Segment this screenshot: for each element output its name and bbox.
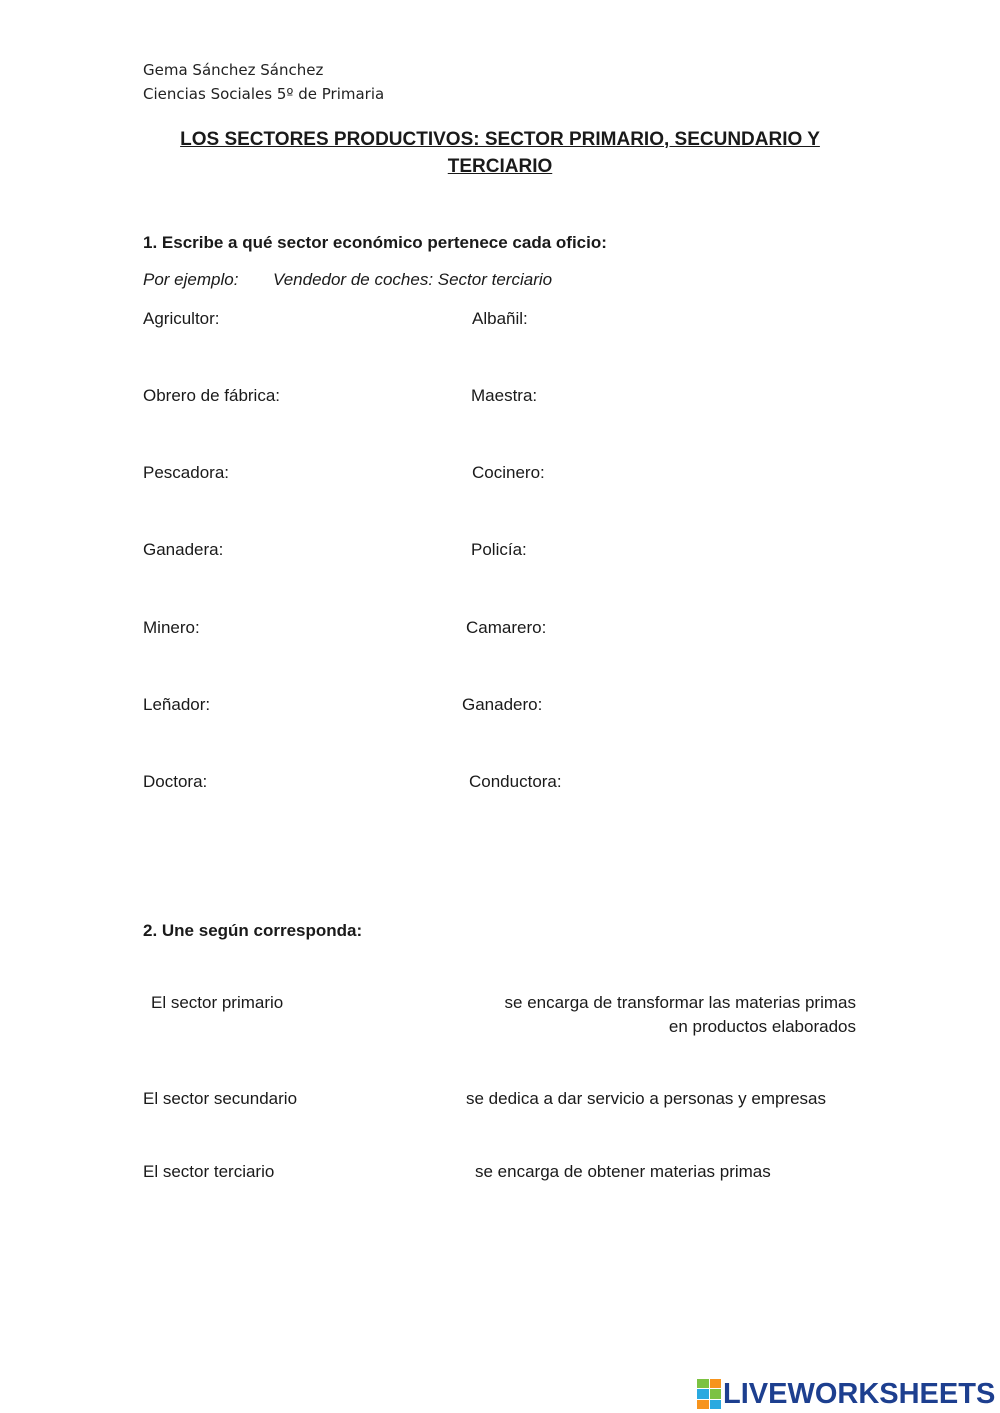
page-title: LOS SECTORES PRODUCTIVOS: SECTOR PRIMARIO, SECUNDARIO Y TERCIARIO <box>180 129 820 177</box>
job-label-ganadera: Ganadera: <box>143 540 224 559</box>
match-left-terciario: El sector terciario <box>143 1162 275 1181</box>
job-label-ganadero: Ganadero: <box>462 695 543 714</box>
exercise-1-prompt: 1. Escribe a qué sector económico pertenece cada oficio: <box>143 233 607 252</box>
example-text: Vendedor de coches: Sector terciario <box>273 270 553 289</box>
match-left-primario: El sector primario <box>151 993 284 1012</box>
liveworksheets-mark-icon <box>697 1379 721 1409</box>
match-right-servicio: se dedica a dar servicio a personas y empresas <box>466 1089 827 1108</box>
match-right-transformar: se encarga de transformar las materias primas <box>504 993 856 1012</box>
author-name: Gema Sánchez Sánchez <box>143 61 324 79</box>
job-label-cocinero: Cocinero: <box>472 463 545 482</box>
match-right-obtener: se encarga de obtener materias primas <box>475 1162 771 1181</box>
job-label-doctora: Doctora: <box>143 772 208 791</box>
match-left-secundario: El sector secundario <box>143 1089 298 1108</box>
exercise-2-prompt: 2. Une según corresponda: <box>143 921 363 940</box>
job-label-lenador: Leñador: <box>143 695 211 714</box>
liveworksheets-logo <box>697 1377 995 1411</box>
job-label-albanil: Albañil: <box>472 309 528 328</box>
match-right-transformar-cont: en productos elaborados <box>668 1017 856 1036</box>
job-label-obrero: Obrero de fábrica: <box>143 386 281 405</box>
job-label-maestra: Maestra: <box>471 386 538 405</box>
job-label-agricultor: Agricultor: <box>143 309 220 328</box>
subject-line: Ciencias Sociales 5º de Primaria <box>143 85 385 103</box>
job-label-conductora: Conductora: <box>469 772 562 791</box>
job-label-minero: Minero: <box>143 618 200 637</box>
job-label-pescadora: Pescadora: <box>143 463 229 482</box>
job-label-policia: Policía: <box>471 540 527 559</box>
liveworksheets-brand: LIVEWORKSHEETS <box>723 1377 996 1410</box>
example-label: Por ejemplo: <box>143 270 239 289</box>
job-label-camarero: Camarero: <box>466 618 547 637</box>
